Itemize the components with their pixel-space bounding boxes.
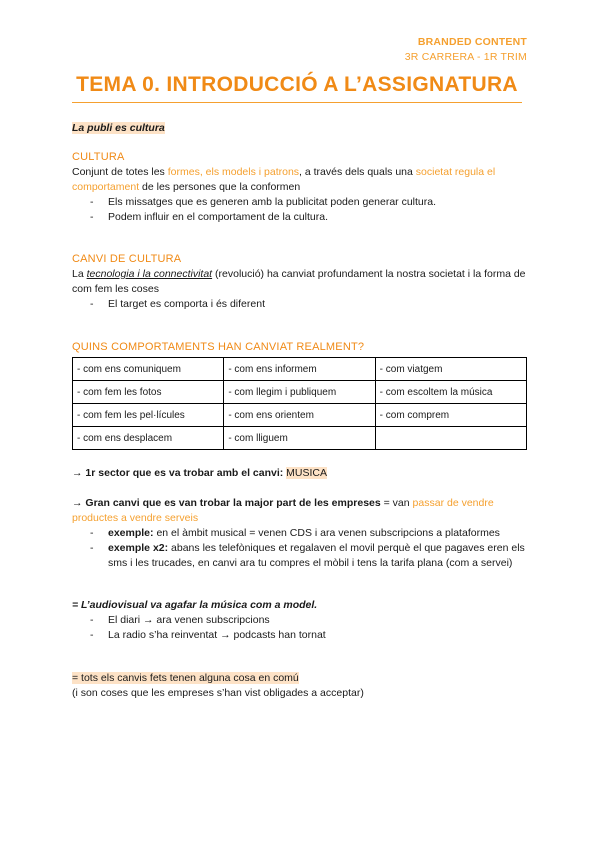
cultura-text-1: Conjunt de totes les (72, 166, 168, 178)
gran-canvi-section (72, 496, 532, 571)
gran-canvi-mid: = van (380, 497, 413, 509)
closing-highlight: = tots els canvis fets tenen alguna cosa en comú (72, 672, 299, 684)
example-bullets (72, 526, 532, 571)
table-cell: - com escoltem la música (375, 381, 526, 404)
canvi-text-2: (revolució) ha canviat profundament la nostra societat i la forma de com fem les coses (72, 268, 526, 295)
cultura-heading: CULTURA (72, 151, 125, 163)
gran-canvi-paragraph (72, 496, 532, 526)
canvi-text-1: La (72, 268, 87, 280)
example-label: exemple: (108, 527, 154, 539)
table-cell: - com fem les pel·lícules (73, 404, 224, 427)
closing-section (72, 671, 532, 701)
subject-name: BRANDED CONTENT (417, 36, 527, 48)
table-row (73, 358, 527, 381)
list-item: - El target es comporta i és diferent (90, 297, 532, 312)
table-row (73, 404, 527, 427)
audiovisual-heading: = L’audiovisual va agafar la música com a model. (72, 599, 318, 611)
behaviours-table (72, 357, 527, 450)
course-header (405, 35, 527, 65)
list-item: - La radio s’ha reinventat → podcasts han tornat (90, 628, 532, 643)
cultura-section (72, 150, 532, 225)
canvi-section (72, 252, 532, 312)
intro-heading-block (72, 121, 532, 136)
table-cell: - com ens orientem (224, 404, 375, 427)
table-heading-block (72, 340, 532, 355)
cultura-bullets (72, 195, 532, 225)
example-text: en el àmbit musical = venen CDS i ara venen subscripcions a plataformes (153, 527, 500, 539)
table-row (73, 381, 527, 404)
page-title: TEMA 0. INTRODUCCIÓ A L’ASSIGNATURA (76, 73, 518, 96)
gran-canvi-highlight: passar de vendre productes a vendre serveis (72, 497, 494, 524)
audiovisual-section (72, 598, 532, 643)
canvi-paragraph (72, 267, 532, 297)
table-cell: - com viatgem (375, 358, 526, 381)
audiovisual-bullets (72, 613, 532, 643)
cultura-definition (72, 165, 532, 195)
table-cell: - com ens desplacem (73, 427, 224, 450)
table-cell: - com ens informem (224, 358, 375, 381)
table-cell: - com lliguem (224, 427, 375, 450)
gran-canvi-lead: → Gran canvi que es van trobar la major part de les empreses (72, 497, 381, 509)
table-cell: - com ens comuniquem (73, 358, 224, 381)
list-item: - El diari → ara venen subscripcions (90, 613, 532, 628)
example-label: exemple x2: (108, 542, 169, 554)
cultura-text-3: de les persones que la conformen (139, 181, 301, 193)
canvi-emphasis: tecnologia i la connectivitat (86, 268, 213, 280)
title-underline (72, 102, 522, 103)
list-item (90, 541, 532, 571)
closing-note: (i son coses que les empreses s’han vist obligades a acceptar) (72, 687, 364, 699)
sector-highlight: MUSICA (286, 467, 328, 479)
cultura-highlight-2: societat regula el comportament (72, 166, 496, 193)
cultura-highlight-1: formes, els models i patrons (167, 166, 300, 178)
example-text: abans les telefòniques et regalaven el movil perquè el que pagaves eren els sms i les trucades, en canvi ara tu compres el mòbil i tens la tarifa plana (com a servei) (108, 542, 525, 569)
cultura-text-2: , a través dels quals una (299, 166, 416, 178)
canvi-bullets (72, 297, 532, 312)
table-cell: - com llegim i publiquem (224, 381, 375, 404)
sector-lead: → 1r sector que es va trobar amb el canvi: (72, 467, 287, 479)
table-row (73, 427, 527, 450)
list-item: - Podem influir en el comportament de la cultura. (90, 210, 532, 225)
intro-heading: La publi es cultura (72, 122, 165, 134)
sector-line (72, 466, 532, 481)
canvi-heading: CANVI DE CULTURA (72, 253, 182, 265)
table-heading: QUINS COMPORTAMENTS HAN CANVIAT REALMENT? (72, 341, 365, 353)
list-item (90, 526, 532, 541)
table-cell (375, 427, 526, 450)
table-cell: - com fem les fotos (73, 381, 224, 404)
list-item: - Els missatges que es generen amb la publicitat poden generar cultura. (90, 195, 532, 210)
table-cell: - com comprem (375, 404, 526, 427)
course-term: 3R CARRERA - 1R TRIM (404, 51, 527, 63)
